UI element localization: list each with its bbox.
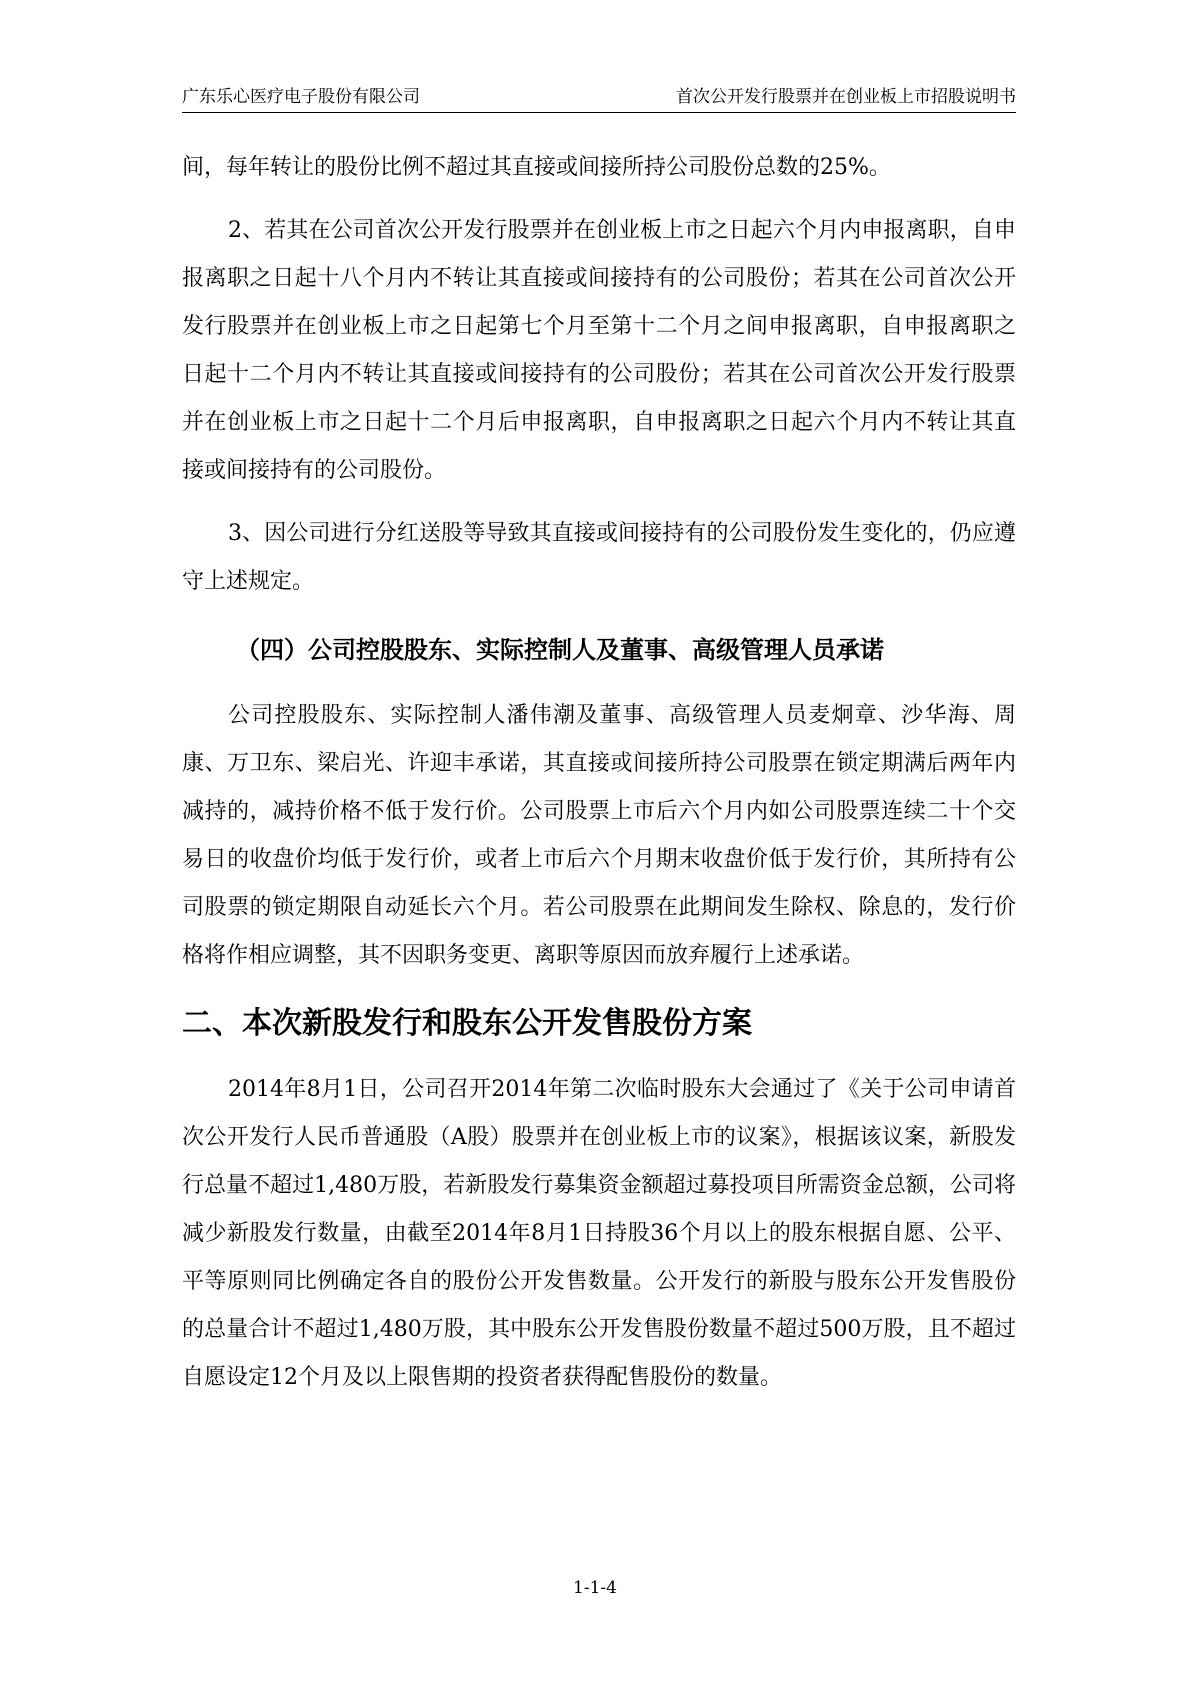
paragraph-issuance-plan: 2014年8月1日，公司召开2014年第二次临时股东大会通过了《关于公司申请首次公开发行人民币普通股（A股）股票并在创业板上市的议案》，根据该议案，新股发行总量不超过1,480万股，若新股发行募集资金额超过募投项目所需资金总额，公司将减少新股发行数量，由截至2014年8月1日持股36个月以上的股东根据自愿、公平、平等原则同比例确定各自的股份公开发售数量。公开发行的新股与股东公开发售股份的总量合计不超过1,480万股，其中股东公开发售股份数量不超过500万股，且不超过自愿设定12个月及以上限售期的投资者获得配售股份的数量。 xyxy=(182,1077,1016,1390)
paragraph-item-3: 3、因公司进行分红送股等导致其直接或间接持有的公司股份发生变化的，仍应遵守上述规定。 xyxy=(182,521,1016,594)
paragraph-continuation: 间，每年转让的股份比例不超过其直接或间接所持公司股份总数的25%。 xyxy=(182,155,891,180)
section-heading-4: （四）公司控股股东、实际控制人及董事、高级管理人员承诺 xyxy=(236,636,884,664)
page-number: 1-1-4 xyxy=(573,1578,617,1598)
header-document-title: 首次公开发行股票并在创业板上市招股说明书 xyxy=(676,87,1016,107)
paragraph-commitment: 公司控股股东、实际控制人潘伟潮及董事、高级管理人员麦炯章、沙华海、周康、万卫东、梁启光、许迎丰承诺，其直接或间接所持公司股票在锁定期满后两年内减持的，减持价格不低于发行价。公司股票上市后六个月内如公司股票连续二十个交易日的收盘价均低于发行价，或者上市后六个月期末收盘价低于发行价，其所持有公司股票的锁定期限自动延长六个月。若公司股票在此期间发生除权、除息的，发行价格将作相应调整，其不因职务变更、离职等原因而放弃履行上述承诺。 xyxy=(182,703,1016,968)
page-content xyxy=(182,144,1016,1402)
paragraph-item-2: 2、若其在公司首次公开发行股票并在创业板上市之日起六个月内申报离职，自申报离职之日起十八个月内不转让其直接或间接持有的公司股份；若其在公司首次公开发行股票并在创业板上市之日起第七个月至第十二个月之间申报离职，自申报离职之日起十二个月内不转让其直接或间接持有的公司股份；若其在公司首次公开发行股票并在创业板上市之日起十二个月后申报离职，自申报离职之日起六个月内不转让其直接或间接持有的公司股份。 xyxy=(182,218,1016,483)
chapter-heading-2: 二、本次新股发行和股东公开发售股份方案 xyxy=(182,1006,752,1041)
header-company-name: 广东乐心医疗电子股份有限公司 xyxy=(182,87,420,107)
page-header xyxy=(182,86,1016,113)
